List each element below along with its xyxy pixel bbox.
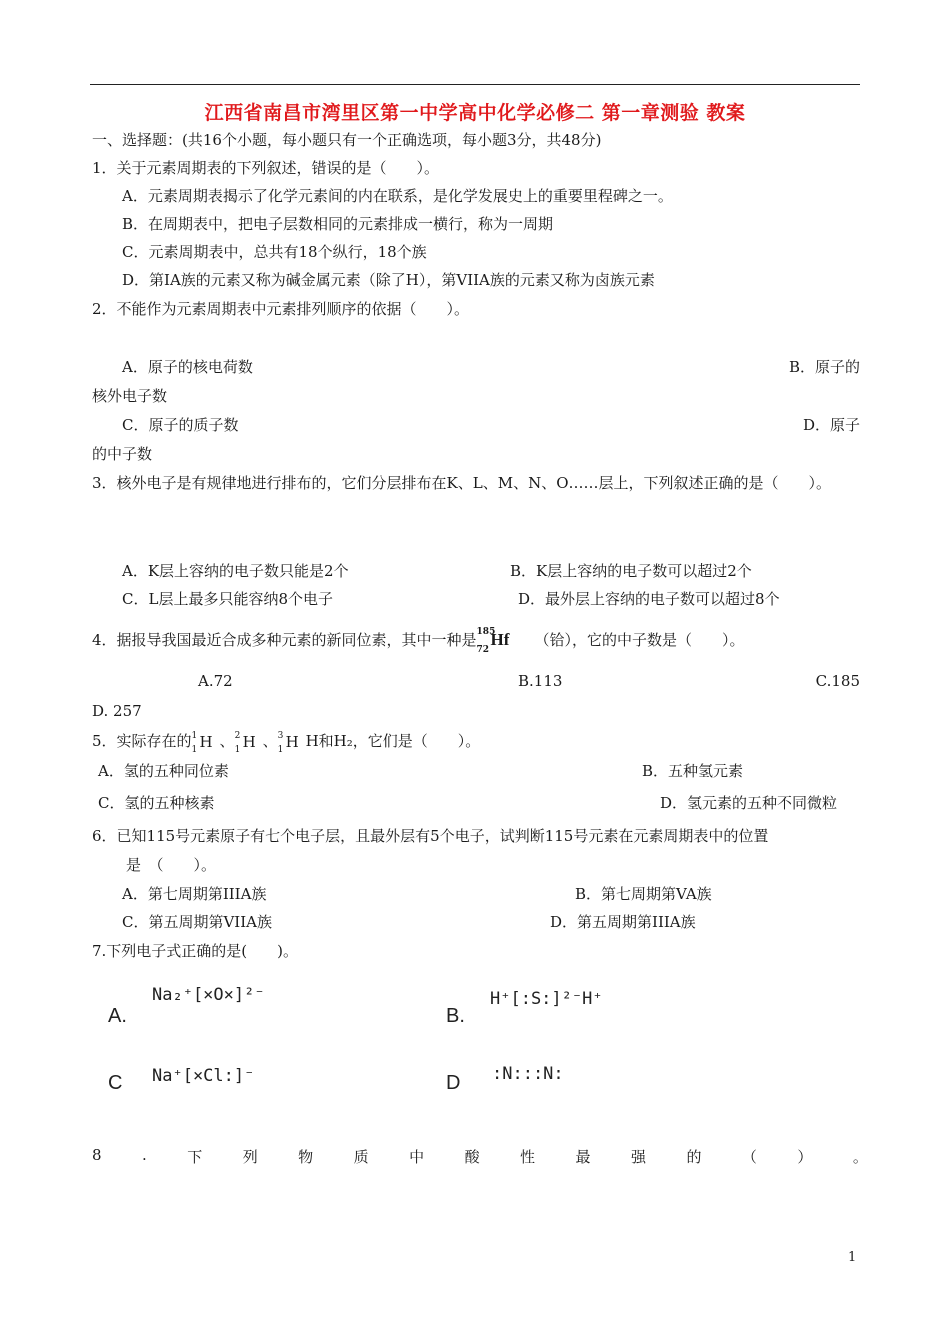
q5-option-d: D．氢元素的五种不同微粒 xyxy=(660,794,838,812)
tritium-symbol: 3 1 H xyxy=(277,731,299,755)
q7-formula-d: :N:::N: xyxy=(492,1064,564,1084)
document-title: 江西省南昌市湾里区第一中学高中化学必修二 第一章测验 教案 xyxy=(204,102,746,124)
header-rule xyxy=(90,84,860,85)
q7-label-b: B. xyxy=(446,1005,465,1027)
page-number: 1 xyxy=(848,1250,857,1265)
q7-formula-c: Na⁺[×Cl:]⁻ xyxy=(152,1066,255,1086)
protium-symbol: 1 1 H xyxy=(191,731,213,755)
q3-option-d: D．最外层上容纳的电子数可以超过8个 xyxy=(518,590,780,608)
q6-option-c: C．第五周期第VIIA族 xyxy=(122,913,272,931)
q1-stem: 1．关于元素周期表的下列叙述，错误的是（ ）。 xyxy=(92,159,440,177)
q6-option-b: B．第七周期第VA族 xyxy=(575,885,712,903)
q7-formula-a: Na₂⁺[×O×]²⁻ xyxy=(152,985,265,1005)
q5-stem: 5．实际存在的 1 1 H 、 2 1 H 、 3 1 H H和H₂，它们是（ ）。 xyxy=(92,731,481,755)
q4-option-d: D. 257 xyxy=(92,702,142,720)
q2-stem: 2．不能作为元素周期表中元素排列顺序的依据（ ）。 xyxy=(92,300,470,318)
q4-option-c: C.185 xyxy=(815,672,860,690)
q5-option-a: A．氢的五种同位素 xyxy=(98,762,229,780)
q3-option-b: B．K层上容纳的电子数可以超过2个 xyxy=(510,562,752,580)
q1-option-b: B．在周期表中，把电子层数相同的元素排成一横行，称为一周期 xyxy=(122,215,554,233)
q8-stem: 8 . 下 列 物 质 中 酸 性 最 强 的 （ ） 。 xyxy=(92,1146,868,1166)
q6-stem-line2: 是 （ ）。 xyxy=(126,856,217,874)
q2-option-d-part2: 的中子数 xyxy=(92,445,153,463)
q2-option-a: A．原子的核电荷数 xyxy=(122,358,253,376)
q5-option-c: C．氢的五种核素 xyxy=(98,794,215,812)
q5-option-b: B．五种氢元素 xyxy=(642,762,744,780)
deuterium-symbol: 2 1 H xyxy=(234,731,256,755)
q1-option-c: C．元素周期表中，总共有18个纵行，18个族 xyxy=(122,243,427,261)
q2-option-b-part2: 核外电子数 xyxy=(92,387,168,405)
q4-stem xyxy=(92,627,745,655)
q4-option-a: A.72 xyxy=(198,672,233,690)
q3-stem: 3．核外电子是有规律地进行排布的，它们分层排布在K、L、M、N、O……层上，下列叙述正确的是（ ）。 xyxy=(92,474,831,492)
q4-stem-pre: 4．据报导我国最近合成多种元素的新同位素，其中一种是 xyxy=(92,631,477,649)
q4-stem-post: （铪），它的中子数是（ ）。 xyxy=(534,631,745,649)
q2-option-b-part1: B．原子的 xyxy=(788,358,860,376)
q6-option-d: D．第五周期第IIIA族 xyxy=(550,913,696,931)
hafnium-isotope-symbol: 185 72 Hf xyxy=(476,627,510,655)
q3-option-c: C．L层上最多只能容纳8个电子 xyxy=(122,590,333,608)
q2-option-d-part1: D．原子 xyxy=(802,416,860,434)
q6-option-a: A．第七周期第IIIA族 xyxy=(122,885,267,903)
q4-option-b: B.113 xyxy=(518,672,563,690)
q7-formula-b: H⁺[:S:]²⁻H⁺ xyxy=(490,989,603,1009)
q2-option-c: C．原子的质子数 xyxy=(122,416,239,434)
section-heading: 一、选择题：(共16个小题，每小题只有一个正确选项，每小题3分，共48分) xyxy=(92,131,602,149)
q7-label-a: A. xyxy=(108,1005,127,1027)
q6-stem-line1: 6．已知115号元素原子有七个电子层，且最外层有5个电子，试判断115号元素在元素周期表中的位置 xyxy=(92,827,769,845)
q1-option-d: D．第IA族的元素又称为碱金属元素（除了H），第VIIA族的元素又称为卤族元素 xyxy=(122,271,655,289)
q7-label-c: C xyxy=(108,1072,123,1094)
q7-stem: 7.下列电子式正确的是( )。 xyxy=(92,942,299,960)
q1-option-a: A．元素周期表揭示了化学元素间的内在联系，是化学发展史上的重要里程碑之一。 xyxy=(122,187,673,205)
q3-option-a: A．K层上容纳的电子数只能是2个 xyxy=(122,562,349,580)
q7-label-d: D xyxy=(446,1072,461,1094)
